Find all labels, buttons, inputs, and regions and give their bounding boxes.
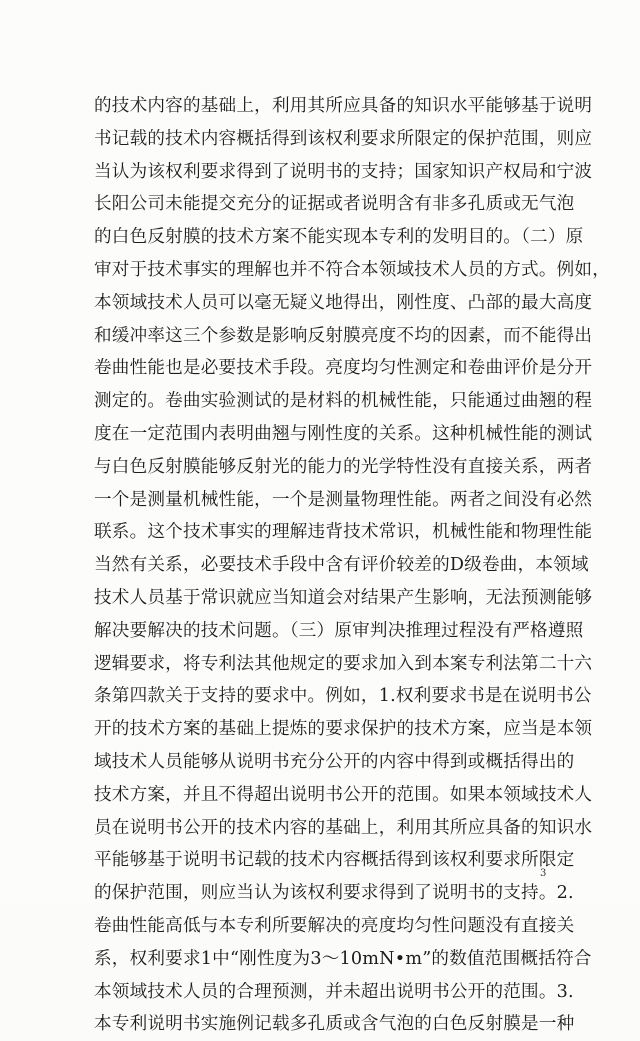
text-line: 域技术人员能够从说明书充分公开的内容中得到或概括得出的 (94, 751, 575, 772)
text-line: 度在一定范围内表明曲翘与刚性度的关系。这种机械性能的测试 (94, 423, 593, 444)
text-line: 系，权利要求1中“刚性度为3～10mN•m”的数值范围概括符合 (94, 948, 592, 969)
text-line: 解决要解决的技术问题。（三）原审判决推理过程没有严格遵照 (94, 620, 584, 641)
text-line: 测定的。卷曲实验测试的是材料的机械性能，只能通过曲翘的程 (94, 391, 593, 412)
text-line: 联系。这个技术事实的理解违背技术常识，机械性能和物理性能 (94, 522, 593, 543)
text-line: 当认为该权利要求得到了说明书的支持；国家知识产权局和宁波 (94, 161, 593, 182)
text-line: 长阳公司未能提交充分的证据或者说明含有非多孔质或无气泡 (94, 194, 575, 215)
text-line: 一个是测量机械性能，一个是测量物理性能。两者之间没有必然 (94, 489, 593, 510)
body-text (94, 90, 611, 1041)
text-line: 员在说明书公开的技术内容的基础上，利用其所应具备的知识水 (94, 817, 593, 838)
text-line: 和缓冲率这三个参数是影响反射膜亮度不均的因素，而不能得出 (94, 325, 593, 346)
text-line: 卷曲性能也是必要技术手段。亮度均匀性测定和卷曲评价是分开 (94, 358, 593, 379)
text-line: 技术人员基于常识就应当知道会对结果产生影响，无法预测能够 (94, 587, 593, 608)
text-line: 的保护范围，则应当认为该权利要求得到了说明书的支持。2. (94, 883, 574, 904)
text-line: 的白色反射膜的技术方案不能实现本专利的发明目的。（二）原 (94, 227, 584, 248)
text-line: 平能够基于说明书记载的技术内容概括得到该权利要求所限定 (94, 850, 575, 871)
page-number: 3 (540, 868, 547, 879)
text-line: 开的技术方案的基础上提炼的要求保护的技术方案，应当是本领 (94, 719, 593, 740)
text-line: 技术方案，并且不得超出说明书公开的范围。如果本领域技术人 (94, 784, 593, 805)
text-line: 审对于技术事实的理解也并不符合本领域技术人员的方式。例如， (94, 259, 611, 280)
text-line: 当然有关系，必要技术手段中含有评价较差的D级卷曲，本领域 (94, 555, 589, 576)
text-line: 本领域技术人员可以毫无疑义地得出，刚性度、凸部的最大高度 (94, 292, 593, 313)
text-line: 逻辑要求，将专利法其他规定的要求加入到本案专利法第二十六 (94, 653, 593, 674)
text-line: 的技术内容的基础上，利用其所应具备的知识水平能够基于说明 (94, 96, 593, 116)
text-line: 本领域技术人员的合理预测，并未超出说明书公开的范围。3. (94, 981, 574, 1002)
text-line: 卷曲性能高低与本专利所要解决的亮度均匀性问题没有直接关 (94, 915, 575, 936)
text-line: 本专利说明书实施例记载多孔质或含气泡的白色反射膜是一种 (94, 1014, 575, 1035)
text-line: 与白色反射膜能够反射光的能力的光学特性没有直接关系，两者 (94, 456, 593, 477)
text-line: 条第四款关于支持的要求中。例如，1.权利要求书是在说明书公 (94, 686, 592, 707)
text-line: 书记载的技术内容概括得到该权利要求所限定的保护范围，则应 (94, 128, 593, 149)
